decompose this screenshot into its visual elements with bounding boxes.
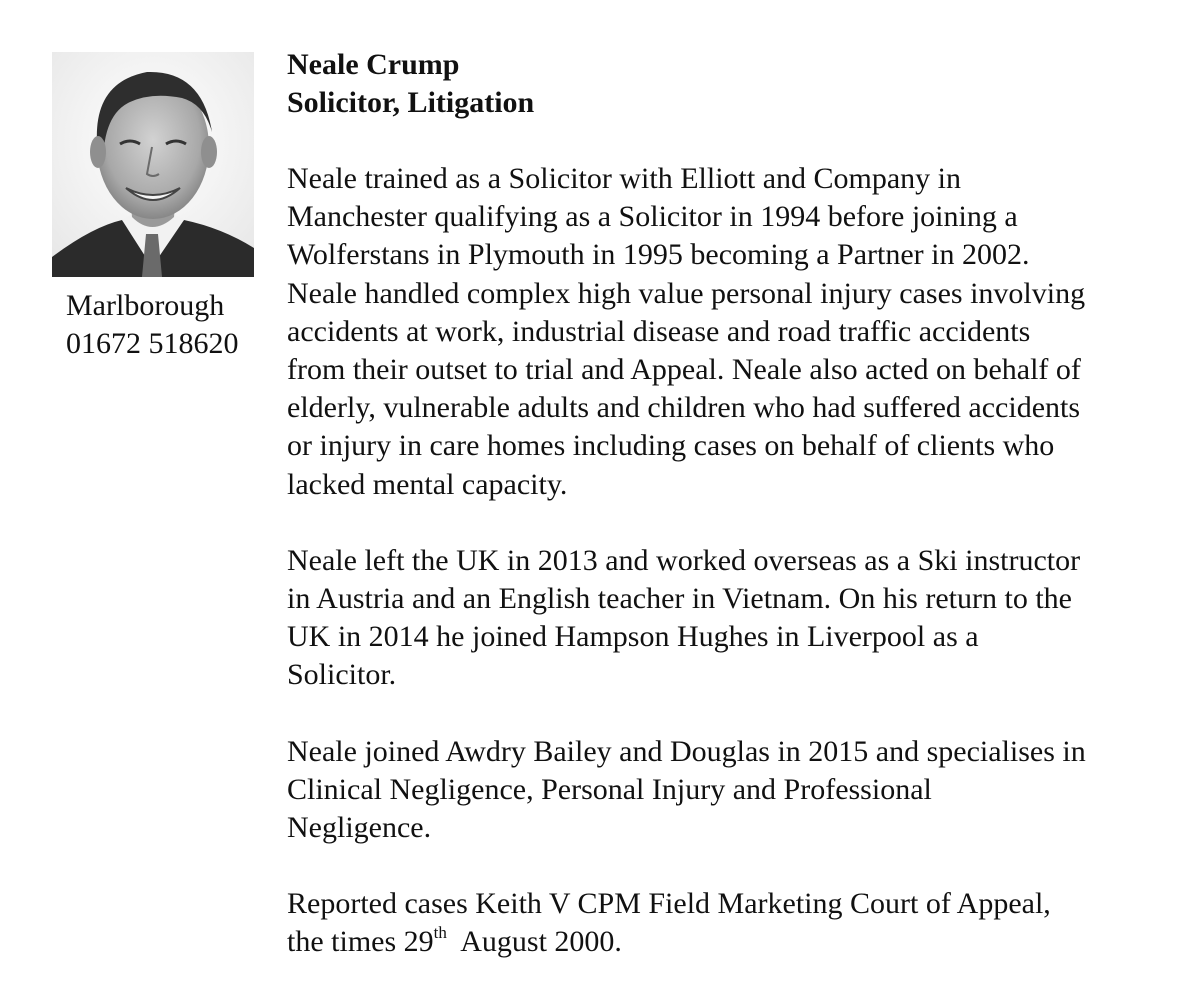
office-phone: 01672 518620 (66, 327, 239, 360)
reported-cases-line: Reported cases Keith V CPM Field Marketing Court of Appeal, (287, 887, 1051, 921)
portrait-photo (52, 52, 254, 277)
person-role: Solicitor, Litigation (287, 86, 535, 119)
reported-cases-date (287, 923, 1167, 961)
bio-line: Neale left the UK in 2013 and worked overseas as a Ski instructor (287, 543, 1081, 577)
bio-line: Solicitor. (287, 658, 397, 692)
bio-line: Clinical Negligence, Personal Injury and Professional (287, 772, 932, 806)
bio-line: Negligence. (287, 811, 432, 845)
profile-sidebar (52, 52, 262, 363)
bio-paragraph-2 (287, 542, 1167, 695)
office-location: Marlborough (66, 289, 225, 322)
bio-line: elderly, vulnerable adults and children who had suffered accidents (287, 391, 1081, 425)
date-ordinal-suffix: th (433, 923, 447, 943)
bio-line: UK in 2014 he joined Hampson Hughes in Liverpool as a (287, 620, 979, 654)
bio-line: Neale handled complex high value personal injury cases involving (287, 276, 1086, 310)
bio-paragraph-1 (287, 160, 1167, 504)
bio-line: Neale joined Awdry Bailey and Douglas in 2015 and specialises in (287, 734, 1086, 768)
bio-line: Wolferstans in Plymouth in 1995 becoming a Partner in 2002. (287, 238, 1030, 272)
office-contact (66, 287, 262, 363)
date-prefix: the times 29 (287, 925, 434, 959)
date-suffix: August 2000. (446, 925, 622, 959)
profile-content (287, 46, 1167, 962)
bio-line: Manchester qualifying as a Solicitor in 1994 before joining a (287, 200, 1018, 234)
bio-paragraph-3 (287, 733, 1167, 848)
bio-line: or injury in care homes including cases on behalf of clients who (287, 429, 1055, 463)
bio-line: in Austria and an English teacher in Vietnam. On his return to the (287, 582, 1072, 616)
bio-line: from their outset to trial and Appeal. Neale also acted on behalf of (287, 353, 1081, 387)
bio-line: lacked mental capacity. (287, 467, 568, 501)
bio-paragraph-4 (287, 885, 1167, 961)
person-name: Neale Crump (287, 48, 460, 81)
bio-line: Neale trained as a Solicitor with Elliott and Company in (287, 162, 962, 195)
bio-line: accidents at work, industrial disease and road traffic accidents (287, 314, 1031, 348)
